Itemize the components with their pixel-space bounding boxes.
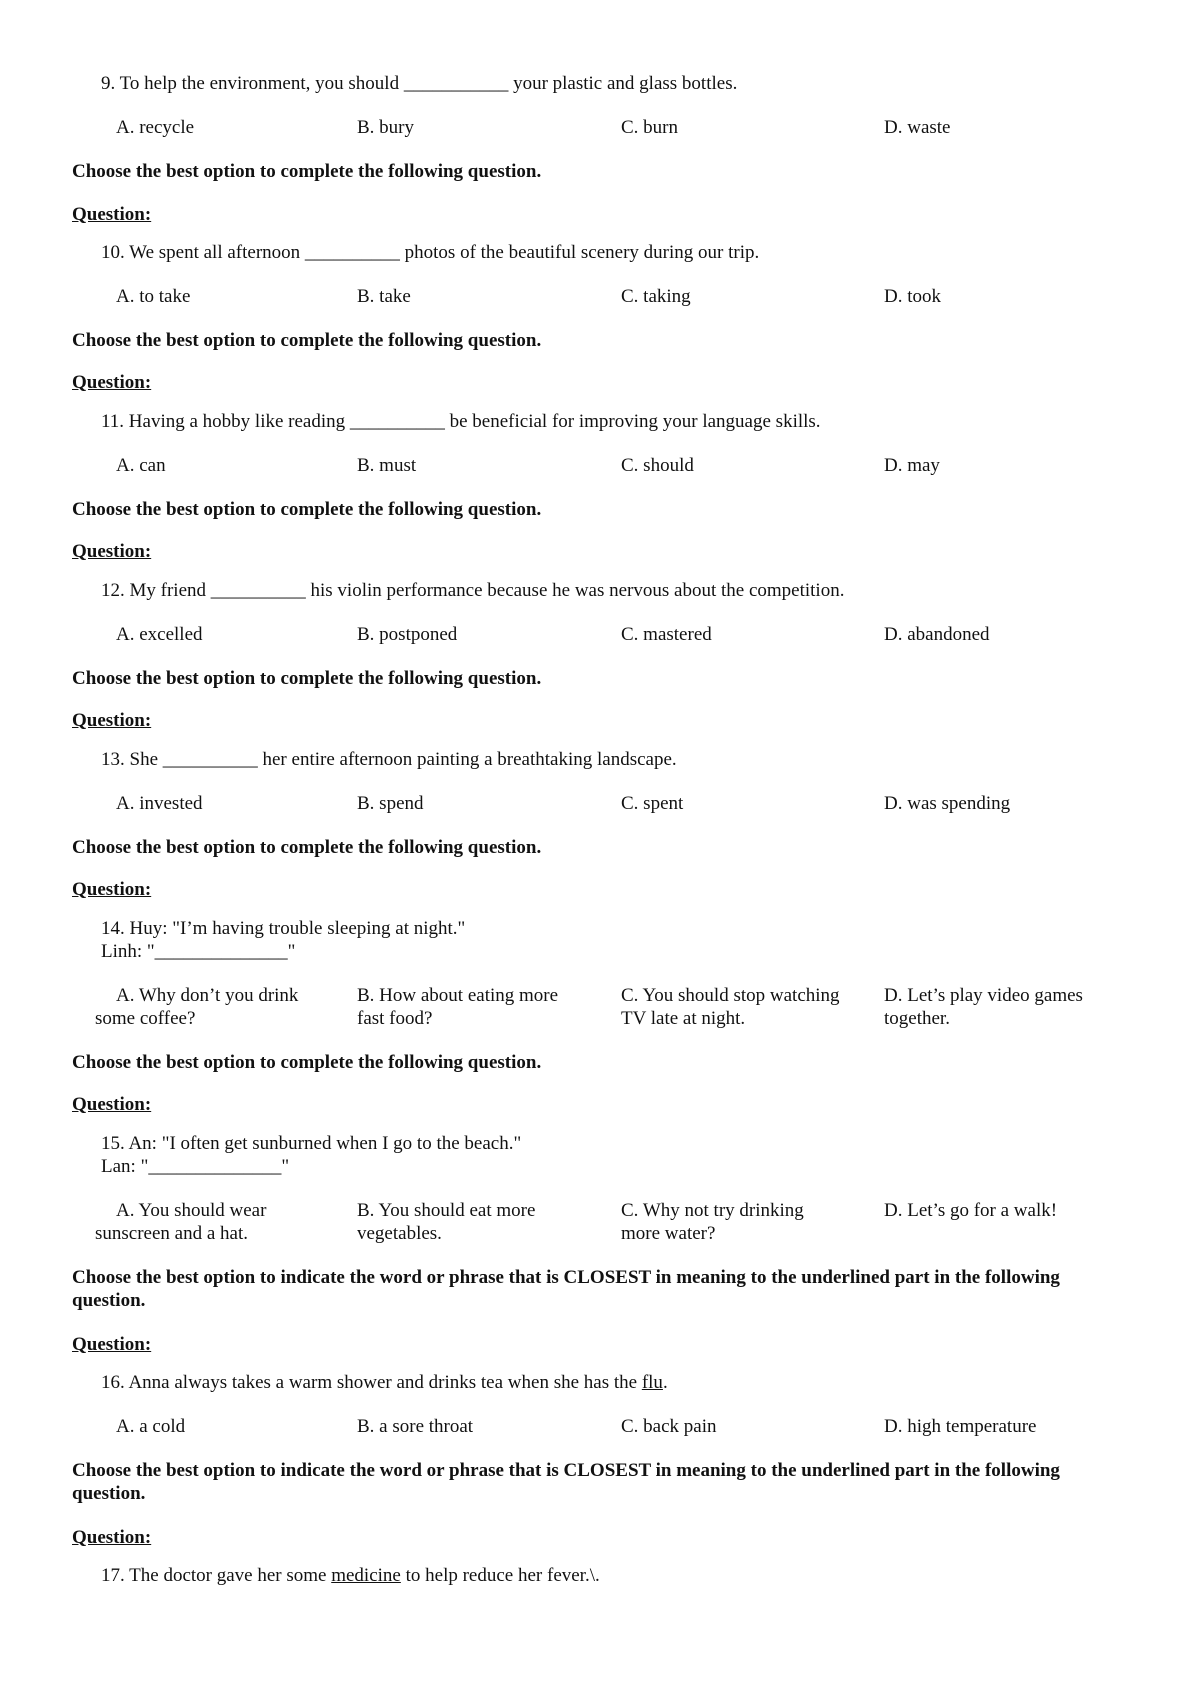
q16-option-b[interactable]: B. a sore throat — [357, 1416, 474, 1437]
q14-option-c-line1: C. You should stop watching — [621, 985, 840, 1006]
question-17-text-before: 17. The doctor gave her some — [101, 1565, 332, 1586]
question-heading: Question: — [72, 541, 152, 562]
q10-option-b[interactable]: B. take — [357, 286, 411, 307]
q15-option-b[interactable] — [357, 1199, 535, 1245]
instruction: Choose the best option to complete the following question. — [72, 837, 542, 858]
instruction-closest-line1: Choose the best option to indicate the word or phrase that is CLOSEST in meaning to the underlined part in the following — [72, 1267, 1060, 1288]
question-10-text: 10. We spent all afternoon __________ photos of the beautiful scenery during our trip. — [101, 242, 760, 263]
instruction: Choose the best option to complete the following question. — [72, 330, 542, 351]
q12-option-c[interactable]: C. mastered — [621, 624, 712, 645]
question-heading: Question: — [72, 372, 152, 393]
q14-option-d-line2: together. — [884, 1008, 950, 1029]
q16-option-c[interactable]: C. back pain — [621, 1416, 717, 1437]
q12-option-b[interactable]: B. postponed — [357, 624, 458, 645]
q15-option-d-line1: D. Let’s go for a walk! — [884, 1200, 1058, 1221]
q15-option-c-line2: more water? — [621, 1223, 716, 1244]
q12-option-a[interactable]: A. excelled — [116, 624, 203, 645]
q14-option-b-line2: fast food? — [357, 1008, 433, 1029]
q14-option-c-line2: TV late at night. — [621, 1008, 746, 1029]
q14-option-c[interactable] — [621, 984, 840, 1030]
q14-option-a-line2: some coffee? — [95, 1008, 196, 1029]
question-15-line2: Lan: "______________" — [101, 1156, 290, 1177]
question-heading: Question: — [72, 1094, 152, 1115]
question-heading: Question: — [72, 1527, 152, 1548]
instruction: Choose the best option to complete the following question. — [72, 161, 542, 182]
q15-option-b-line2: vegetables. — [357, 1223, 442, 1244]
q14-option-a-line1: A. Why don’t you drink — [116, 985, 299, 1006]
question-heading: Question: — [72, 879, 152, 900]
q9-option-a[interactable]: A. recycle — [116, 117, 195, 138]
question-12-text: 12. My friend __________ his violin performance because he was nervous about the competition. — [101, 580, 845, 601]
q9-option-b[interactable]: B. bury — [357, 117, 414, 138]
q14-option-d-line1: D. Let’s play video games — [884, 985, 1083, 1006]
q16-option-a[interactable]: A. a cold — [116, 1416, 186, 1437]
q9-option-d[interactable]: D. waste — [884, 117, 951, 138]
q13-option-b[interactable]: B. spend — [357, 793, 424, 814]
question-14-line1: 14. Huy: "I’m having trouble sleeping at night." — [101, 918, 466, 939]
q15-option-c-line1: C. Why not try drinking — [621, 1200, 804, 1221]
question-17-underlined-word: medicine — [331, 1565, 401, 1586]
instruction-closest-line2: question. — [72, 1290, 146, 1311]
q11-option-c[interactable]: C. should — [621, 455, 694, 476]
question-16-text-after: . — [662, 1372, 668, 1393]
q15-option-c[interactable] — [621, 1199, 804, 1245]
q13-option-d[interactable]: D. was spending — [884, 793, 1011, 814]
question-17-text-after: to help reduce her fever.\. — [400, 1565, 600, 1586]
q15-option-d[interactable] — [884, 1199, 1057, 1222]
q13-option-a[interactable]: A. invested — [116, 793, 203, 814]
q14-option-b-line1: B. How about eating more — [357, 985, 559, 1006]
instruction: Choose the best option to complete the following question. — [72, 1052, 542, 1073]
q10-option-d[interactable]: D. took — [884, 286, 941, 307]
instruction: Choose the best option to complete the following question. — [72, 499, 542, 520]
instruction-closest-line1: Choose the best option to indicate the word or phrase that is CLOSEST in meaning to the underlined part in the following — [72, 1460, 1060, 1481]
question-9-text: 9. To help the environment, you should ___________ your plastic and glass bottles. — [101, 73, 738, 94]
question-heading: Question: — [72, 710, 152, 731]
question-11-text: 11. Having a hobby like reading __________ be beneficial for improving your language skills. — [101, 411, 821, 432]
q13-option-c[interactable]: C. spent — [621, 793, 684, 814]
question-15-line1: 15. An: "I often get sunburned when I go to the beach." — [101, 1133, 522, 1154]
q12-option-d[interactable]: D. abandoned — [884, 624, 990, 645]
q10-option-c[interactable]: C. taking — [621, 286, 691, 307]
question-17-text — [101, 1564, 600, 1587]
question-14-line2: Linh: "______________" — [101, 941, 296, 962]
question-13-text: 13. She __________ her entire afternoon painting a breathtaking landscape. — [101, 749, 677, 770]
q10-option-a[interactable]: A. to take — [116, 286, 191, 307]
question-16-underlined-word: flu — [641, 1372, 663, 1393]
q15-option-b-line1: B. You should eat more — [357, 1200, 536, 1221]
q11-option-a[interactable]: A. can — [116, 455, 166, 476]
q14-option-b[interactable] — [357, 984, 558, 1030]
question-16-text — [101, 1371, 668, 1394]
question-heading: Question: — [72, 1334, 152, 1355]
q16-option-d[interactable]: D. high temperature — [884, 1416, 1037, 1437]
instruction: Choose the best option to complete the following question. — [72, 668, 542, 689]
q9-option-c[interactable]: C. burn — [621, 117, 678, 138]
q15-option-a[interactable] — [95, 1199, 266, 1245]
question-16-text-before: 16. Anna always takes a warm shower and drinks tea when she has the — [101, 1372, 642, 1393]
q15-option-a-line1: A. You should wear — [116, 1200, 267, 1221]
q11-option-b[interactable]: B. must — [357, 455, 417, 476]
question-heading: Question: — [72, 204, 152, 225]
q14-option-a[interactable] — [95, 984, 298, 1030]
q15-option-a-line2: sunscreen and a hat. — [95, 1223, 248, 1244]
q14-option-d[interactable] — [884, 984, 1083, 1030]
instruction-closest-line2: question. — [72, 1483, 146, 1504]
q11-option-d[interactable]: D. may — [884, 455, 940, 476]
